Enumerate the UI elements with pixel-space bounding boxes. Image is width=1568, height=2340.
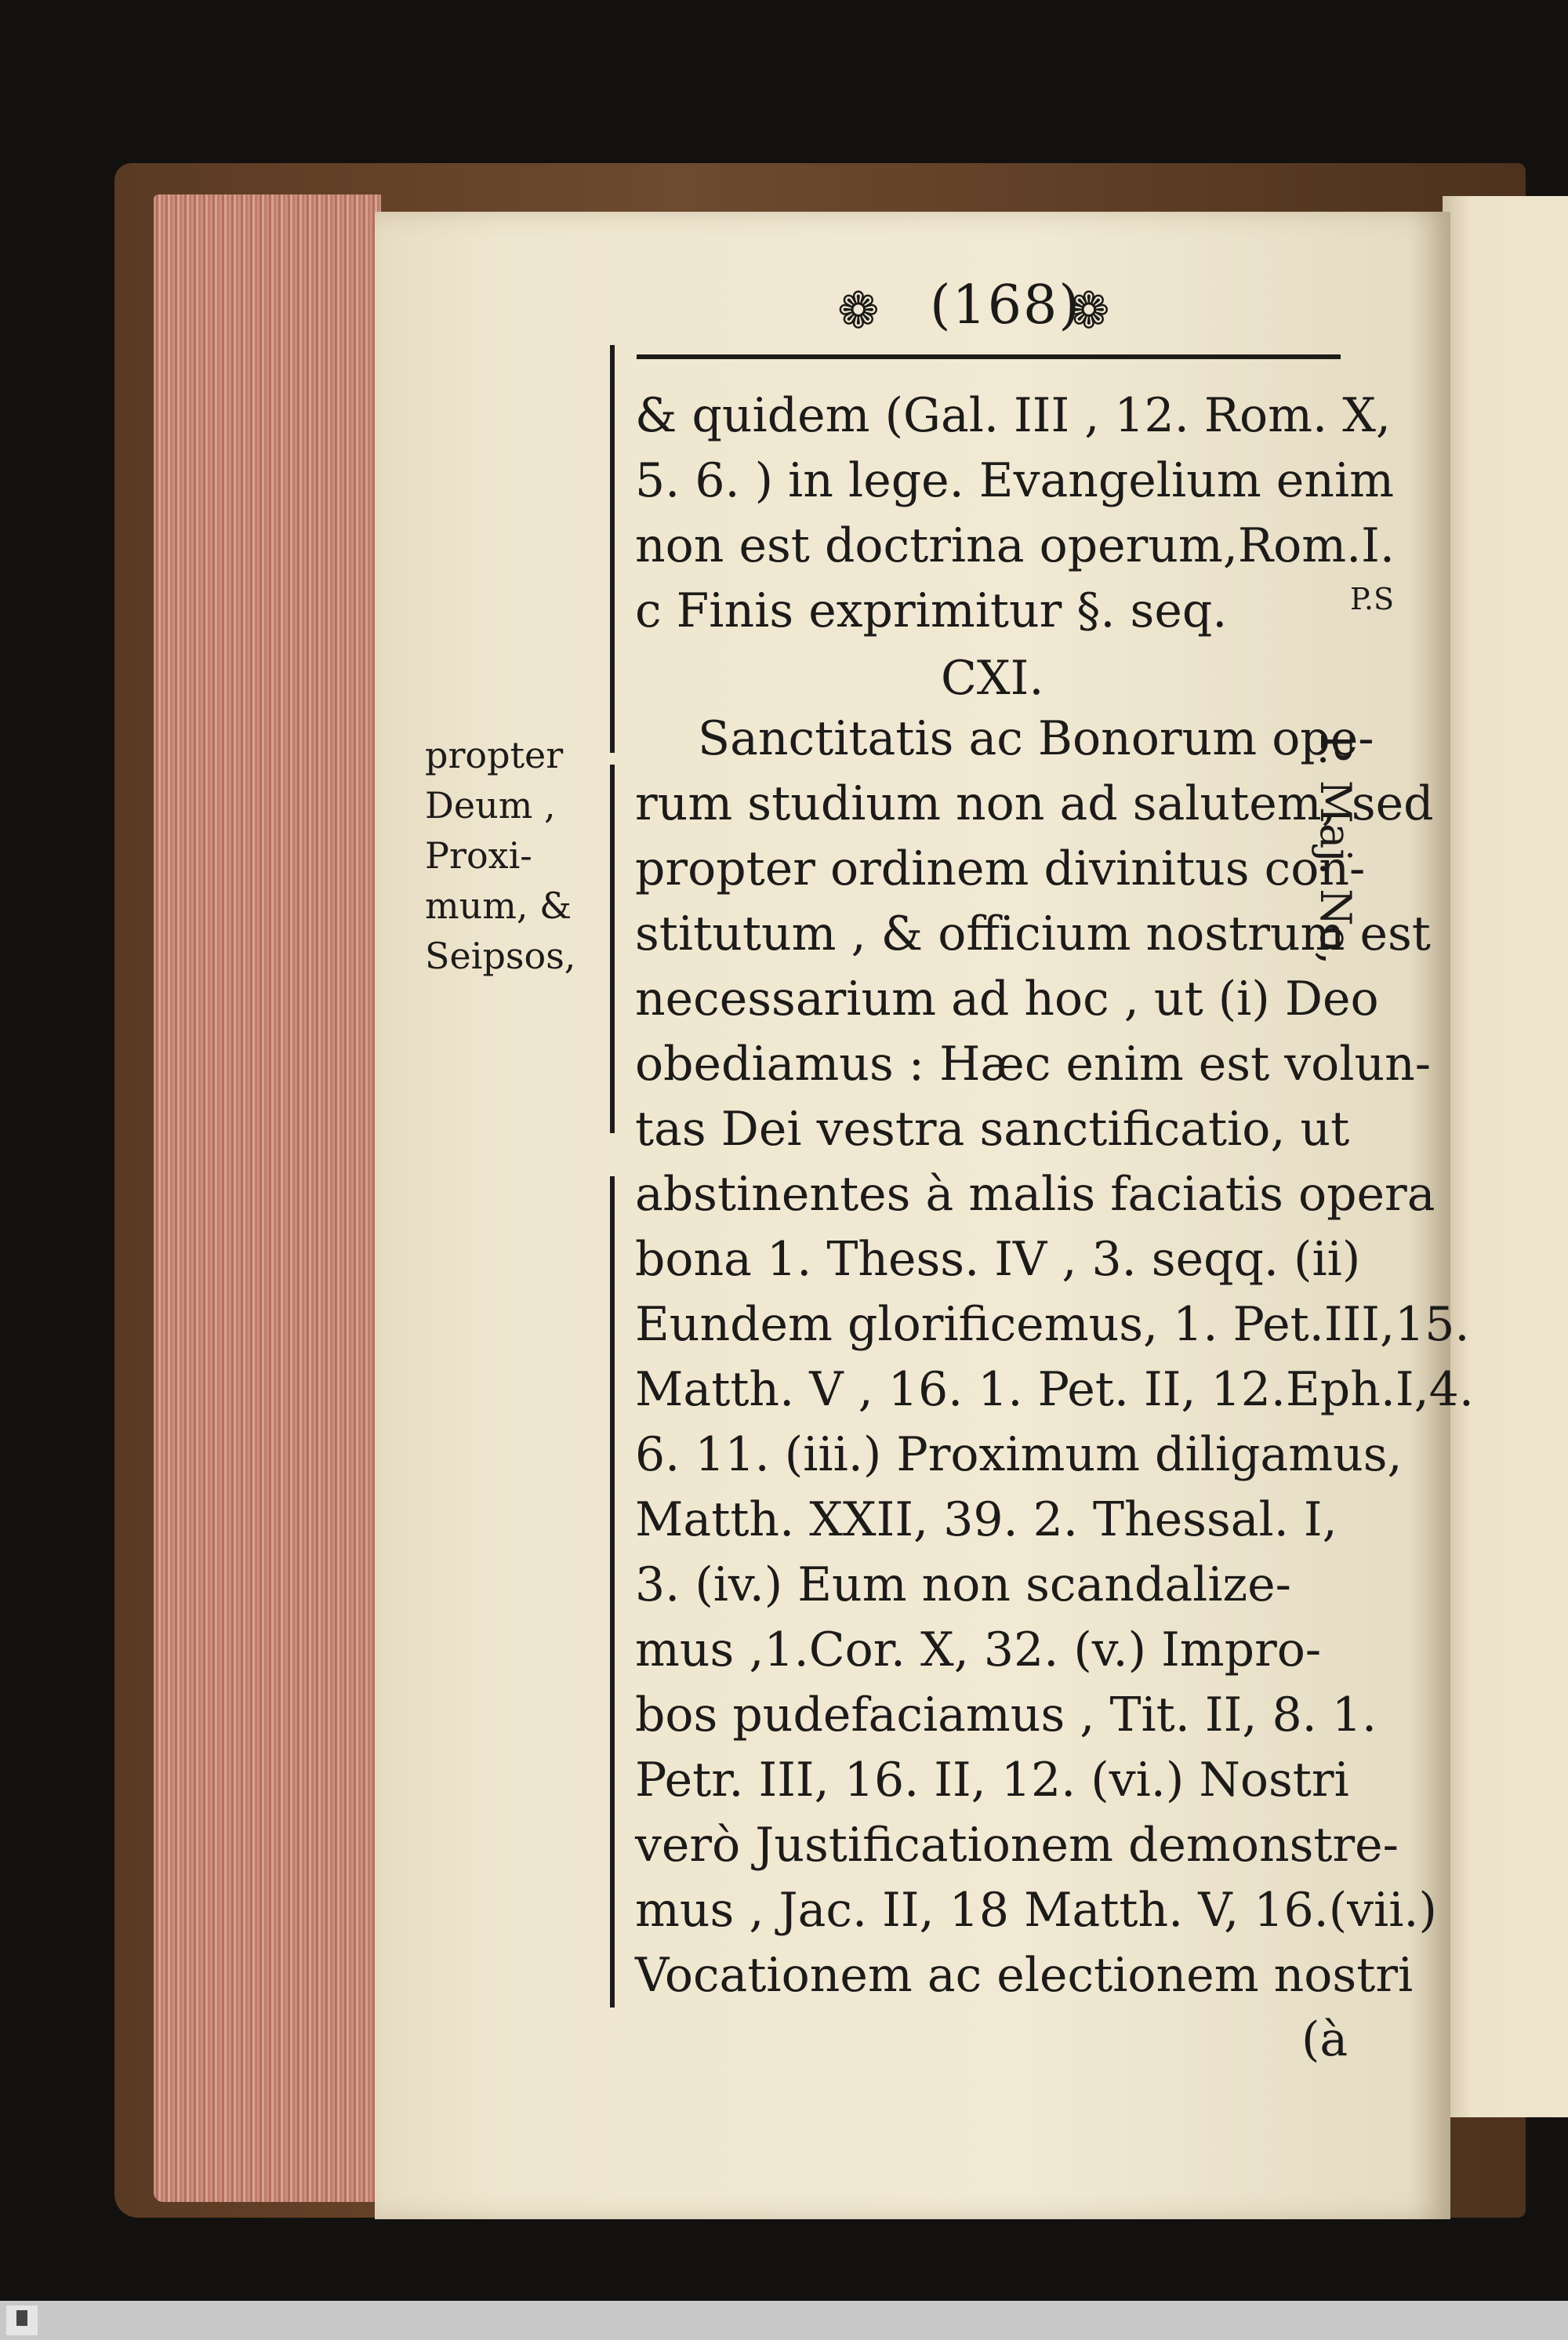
text-line: 6. 11. (iii.) Proximum diligamus,	[635, 1427, 1403, 1482]
viewer-bottom-bar	[0, 2301, 1568, 2340]
text-line: mus , Jac. II, 18 Matth. V, 16.(vii.)	[635, 1883, 1437, 1938]
margin-bar-1	[610, 345, 615, 753]
margin-note-line: mum, &	[425, 885, 572, 927]
margin-bar-5	[610, 1804, 615, 2008]
text-line: bos pudefaciamus , Tit. II, 8. 1.	[635, 1688, 1377, 1742]
ornament-left-icon: ❁	[837, 282, 880, 340]
text-line: & quidem (Gal. III , 12. Rom. X,	[635, 388, 1391, 443]
text-line: Vocationem ac electionem nostri	[635, 1948, 1414, 2003]
text-line: Petr. III, 16. II, 12. (vi.) Nostri	[635, 1753, 1349, 1808]
text-line: mus ,1.Cor. X, 32. (v.) Impro-	[635, 1622, 1322, 1677]
margin-note-line: Deum ,	[425, 784, 556, 827]
catchword: (à	[1301, 2012, 1348, 2067]
text-line: verò Justificationem demonstre-	[635, 1818, 1399, 1873]
text-line: Matth. XXII, 39. 2. Thessal. I,	[635, 1492, 1338, 1547]
text-line: Eundem glorificemus, 1. Pet.III,15.	[635, 1297, 1470, 1352]
section-heading: CXI.	[941, 651, 1044, 706]
text-line: bona 1. Thess. IV , 3. seqq. (ii)	[635, 1232, 1361, 1287]
rotated-mark: P. Maj. No,	[1311, 733, 1360, 965]
text-line: necessarium ad hoc , ut (i) Deo	[635, 972, 1379, 1026]
text-line: tas Dei vestra sanctificatio, ut	[635, 1102, 1350, 1157]
text-line: obediamus : Hæc enim est volun-	[635, 1037, 1432, 1092]
ornament-right-icon: ❁	[1068, 282, 1110, 340]
margin-note-line: Seipsos,	[425, 935, 576, 977]
text-line: propter ordinem divinitus con-	[635, 841, 1366, 896]
text-line: Sanctitatis ac Bonorum ope-	[698, 711, 1374, 766]
page-number: (168)	[930, 274, 1081, 336]
margin-note-line: propter	[425, 734, 564, 776]
text-line: abstinentes à malis faciatis opera	[635, 1167, 1436, 1222]
text-line: non est doctrina operum,Rom.I.	[635, 518, 1395, 573]
text-line: c Finis exprimitur §. seq.	[635, 583, 1228, 638]
margin-note-line: Proxi-	[425, 834, 532, 877]
text-line: rum studium non ad salutem, sed	[635, 776, 1434, 831]
text-line: Matth. V , 16. 1. Pet. II, 12.Eph.I,4.	[635, 1362, 1474, 1417]
facing-page	[1443, 196, 1568, 2117]
text-line: 5. 6. ) in lege. Evangelium enim	[635, 453, 1395, 508]
margin-bar-2	[610, 765, 615, 1133]
text-line: stitutum , & officium nostrum est	[635, 907, 1431, 961]
page-fore-edge	[154, 194, 381, 2202]
signature-mark: P.S	[1350, 582, 1394, 616]
library-logo-icon[interactable]	[6, 2305, 38, 2335]
header-rule	[637, 354, 1341, 359]
text-line: 3. (iv.) Eum non scandalize-	[635, 1557, 1291, 1612]
